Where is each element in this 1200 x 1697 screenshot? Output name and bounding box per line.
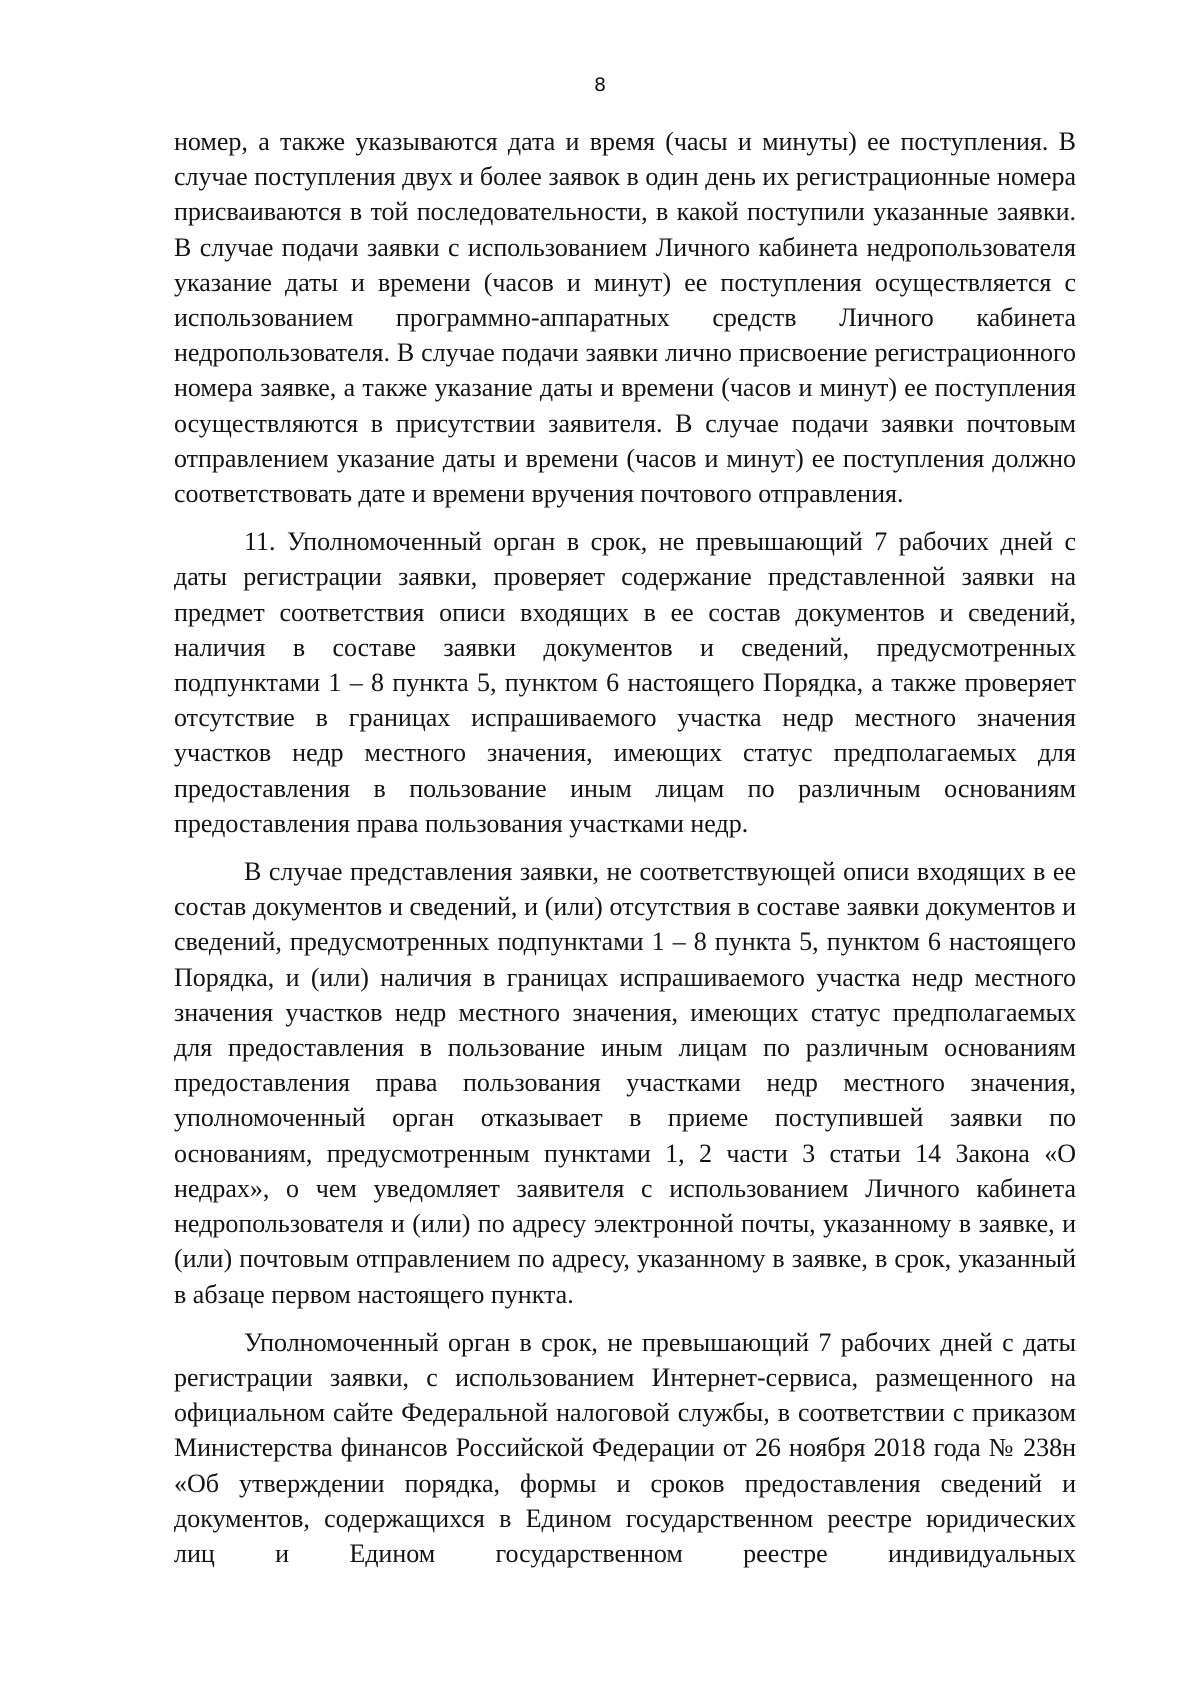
paragraph-item-11: 11. Уполномоченный орган в срок, не превышающий 7 рабочих дней с даты регистрации заявки, проверяет содержание представленной заявки на предмет соответствия описи входящих в ее состав документов и сведений, наличия в составе заявки документов и сведений, предусмотренных подпунктами 1 – 8 пункта 5, пунктом 6 настоящего Порядка, а также проверяет отсутствие в границах испрашиваемого участка недр местного значения участков недр местного значения, имеющих статус предполагаемых для предоставления в пользование иным лицам по различным основаниям предоставления права пользования участками недр. (174, 527, 1076, 838)
document-body (174, 124, 1076, 1571)
paragraph-refusal-grounds: В случае представления заявки, не соответствующей описи входящих в ее состав документов и сведений, и (или) отсутствия в составе заявки документов и сведений, предусмотренных подпунктами 1 – 8 пункта 5, пунктом 6 настоящего Порядка, и (или) наличия в границах испрашиваемого участка недр местного значения участков недр местного значения, имеющих статус предполагаемых для предоставления в пользование иным лицам по различным основаниям предоставления права пользования участками недр местного значения, уполномоченный орган отказывает в приеме поступившей заявки по основаниям, предусмотренным пунктами 1, 2 части 3 статьи 14 Закона «О недрах», о чем уведомляет заявителя с использованием Личного кабинета недропользователя и (или) по адресу электронной почты, указанному в заявке, и (или) почтовым отправлением по адресу, указанному в заявке, в срок, указанный в абзаце первом настоящего пункта. (174, 857, 1076, 1309)
paragraph-continuation: номер, а также указываются дата и время (часы и минуты) ее поступления. В случае поступления двух и более заявок в один день их регистрационные номера присваиваются в той последовательности, в какой поступили указанные заявки. В случае подачи заявки с использованием Личного кабинета недропользователя указание даты и времени (часов и минут) ее поступления осуществляется с использованием программно-аппаратных средств Личного кабинета недропользователя. В случае подачи заявки лично присвоение регистрационного номера заявке, а также указание даты и времени (часов и минут) ее поступления осуществляются в присутствии заявителя. В случае подачи заявки почтовым отправлением указание даты и времени (часов и минут) ее поступления должно соответствовать дате и времени вручения почтового отправления. (174, 127, 1076, 509)
paragraph-fns-check: Уполномоченный орган в срок, не превышающий 7 рабочих дней с даты регистрации заявки, с использованием Интернет-сервиса, размещенного на официальном сайте Федеральной налоговой службы, в соответствии с приказом Министерства финансов Российской Федерации от 26 ноября 2018 года № 238н «Об утверждении порядка, формы и сроков предоставления сведений и документов, содержащихся в Едином государственном реестре юридических лиц и Едином государственном реестре индивидуальных (174, 1327, 1076, 1568)
page-number: 8 (593, 74, 607, 96)
